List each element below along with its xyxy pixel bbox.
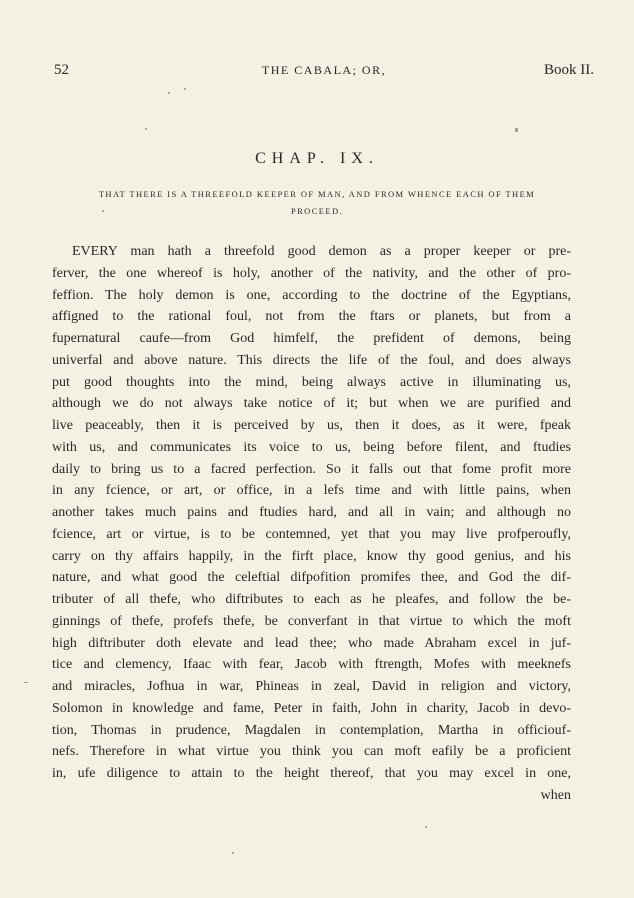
text-line: fupernatural caufe—from God himfelf, the prefident of demons, being (52, 331, 571, 346)
text-line: in any fcience, or art, or office, in a lefs time and with little pains, when (52, 483, 571, 499)
text-line: put good thoughts into the mind, being always active in illuminating us, (52, 374, 571, 390)
text-line: ginnings of thefe, profefs thefe, be converfant in that virtue to which the moft (52, 613, 571, 629)
text-line: Solomon in knowledge and fame, Peter in faith, John in charity, Jacob in devo- (52, 700, 571, 716)
text-line: in, ufe diligence to attain to the height thereof, that you may excel in one, (52, 766, 571, 781)
paper-speck (232, 852, 234, 854)
chapter-subtitle-line: THAT THERE IS A THREEFOLD KEEPER OF MAN, AND FROM WHENCE EACH OF THEM (98, 189, 536, 199)
paper-speck (168, 92, 170, 94)
text-line: and miracles, Jofhua in war, Phineas in zeal, David in religion and victory, (52, 679, 571, 694)
text-line: nefs. Therefore in what virtue you think you can moft eafily be a proficient (52, 744, 571, 760)
body-text (52, 241, 571, 807)
page-number: 52 (54, 62, 69, 78)
text-line: with us, and communicates its voice to us, being before filent, and ftudies (52, 439, 571, 455)
text-line: univerfal and above nature. This directs the life of the foul, and does always (52, 352, 571, 368)
catchword: when (540, 787, 571, 803)
text-line: EVERY man hath a threefold good demon as a proper keeper or pre- (72, 244, 571, 259)
paper-speck (24, 682, 28, 683)
book-label: Book II. (544, 62, 594, 78)
text-line: carry on thy affairs happily, in the firft place, know thy good genius, and his (52, 548, 571, 564)
chapter-subtitle-line: PROCEED. (290, 206, 344, 216)
text-line: fcience, art or virtue, is to be contemned, yet that you may live profperoufly, (52, 526, 571, 542)
text-line: tributer of all thefe, who diftributes to each as he pleafes, and follow the be- (52, 592, 571, 607)
text-line: daily to bring us to a facred perfection. So it falls out that fome profit more (52, 461, 571, 477)
paper-speck (184, 88, 186, 90)
text-line: nature, and what good the celeftial difpofition promifes thee, and God the dif- (52, 570, 571, 586)
paper-speck (102, 210, 104, 212)
text-line: ferver, the one whereof is holy, another of the nativity, and the other of pro- (52, 265, 571, 281)
paper-speck (425, 826, 427, 828)
text-line: affigned to the rational foul, not from the ftars or planets, but from a (52, 309, 571, 325)
text-line: tion, Thomas in prudence, Magdalen in contemplation, Martha in officiouf- (52, 722, 571, 738)
paper-speck (145, 128, 147, 130)
text-line: another takes much pains and ftudies hard, and all in vain; and although no (52, 505, 571, 520)
page-header (54, 62, 594, 84)
text-line: although we do not always take notice of it; but when we are purified and (52, 396, 571, 412)
text-line: tice and clemency, Ifaac with fear, Jacob with ftrength, Mofes with meeknefs (52, 657, 571, 673)
text-line: feffion. The holy demon is one, according to the doctrine of the Egyptians, (52, 287, 571, 303)
chapter-title: CHAP. IX. (255, 150, 379, 167)
paper-speck (515, 128, 518, 132)
running-head: THE CABALA; OR, (261, 63, 387, 77)
chapter-subtitle (56, 186, 578, 220)
text-line: high diftributer doth elevate and lead thee; who made Abraham excel in juf- (52, 635, 571, 651)
text-line: live peaceably, then it is perceived by us, then it does, as it were, fpeak (52, 418, 571, 433)
